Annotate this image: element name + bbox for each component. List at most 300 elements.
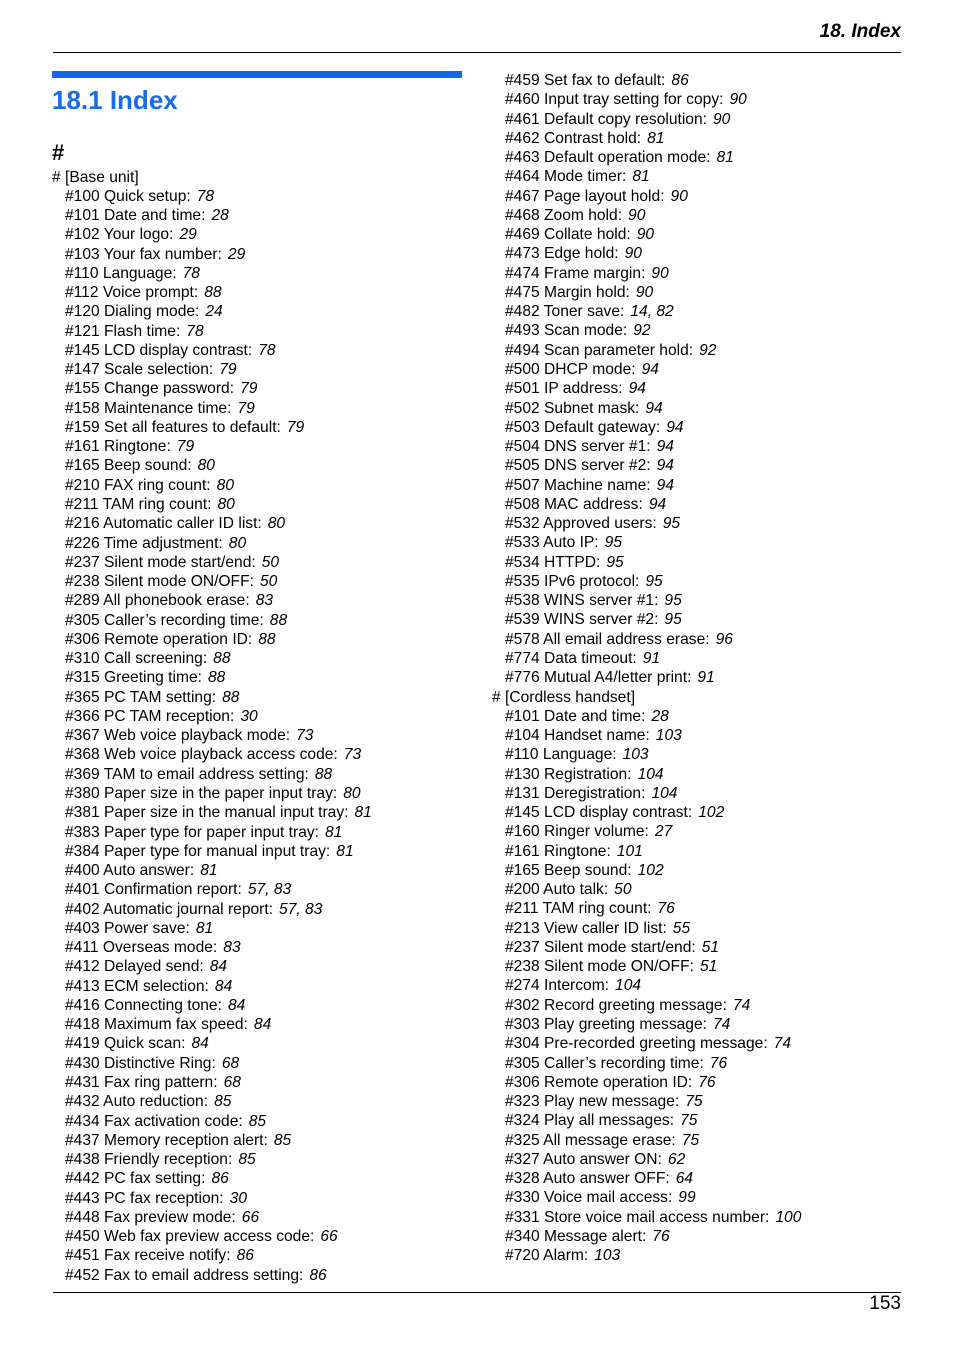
- entry-text: #161 Ringtone:: [505, 842, 611, 860]
- entry-page-ref[interactable]: 30: [240, 707, 258, 725]
- index-entry: [492, 707, 801, 726]
- entry-page-ref[interactable]: 95: [662, 515, 681, 533]
- entry-text: #380 Paper size in the paper input tray:: [65, 785, 338, 802]
- index-entry: [52, 630, 372, 649]
- entry-page-ref[interactable]: 95: [664, 592, 682, 610]
- index-entry: [492, 129, 801, 148]
- entry-page-ref[interactable]: 103: [622, 746, 649, 764]
- entry-text: #369 TAM to email address setting:: [65, 765, 309, 783]
- index-entry: [492, 456, 801, 475]
- index-entry: [492, 206, 801, 225]
- index-entry: [52, 996, 372, 1015]
- entry-page-ref[interactable]: 81: [354, 804, 372, 822]
- index-entry: [52, 341, 372, 360]
- entry-text: #443 PC fax reception:: [65, 1189, 224, 1207]
- entry-page-ref[interactable]: 83: [223, 939, 241, 957]
- index-entry: [52, 938, 372, 957]
- entry-text: #305 Caller’s recording time:: [505, 1054, 704, 1072]
- entry-text: #401 Confirmation report:: [65, 881, 242, 899]
- index-entry: [492, 591, 801, 610]
- entry-page-ref[interactable]: 94: [656, 438, 674, 456]
- entry-text: #102 Your logo:: [65, 226, 174, 244]
- entry-page-ref[interactable]: 78: [258, 341, 276, 359]
- section-accent-bar: [52, 71, 462, 78]
- entry-page-ref[interactable]: 95: [645, 572, 663, 590]
- entry-page-ref[interactable]: 50: [259, 573, 278, 591]
- entry-page-ref[interactable]: 80: [228, 534, 247, 552]
- index-entry: [492, 745, 801, 764]
- index-entry: [492, 610, 801, 629]
- entry-page-ref[interactable]: 57, 83: [279, 900, 323, 918]
- entry-text: #507 Machine name:: [505, 476, 651, 494]
- entry-page-ref[interactable]: 51: [701, 938, 720, 956]
- index-entry: [52, 360, 372, 379]
- entry-text: #216 Automatic caller ID list:: [65, 515, 262, 533]
- entry-page-ref[interactable]: 27: [654, 823, 673, 841]
- entry-page-ref[interactable]: 90: [635, 283, 654, 301]
- index-group-heading: [52, 168, 372, 187]
- index-entry: [492, 1054, 801, 1073]
- index-entry: [52, 264, 372, 283]
- index-entry: [52, 553, 372, 572]
- entry-page-ref[interactable]: 100: [775, 1208, 802, 1226]
- entry-page-ref[interactable]: 103: [655, 727, 682, 745]
- entry-text: #448 Fax preview mode:: [65, 1208, 236, 1226]
- entry-page-ref[interactable]: 102: [698, 804, 725, 822]
- entry-page-ref[interactable]: 86: [671, 72, 689, 89]
- entry-text: #412 Delayed send:: [65, 958, 204, 976]
- entry-page-ref[interactable]: 75: [681, 1131, 700, 1149]
- entry-text: #368 Web voice playback access code:: [65, 746, 338, 764]
- entry-page-ref[interactable]: 66: [241, 1208, 260, 1226]
- index-entry: [52, 611, 372, 630]
- entry-page-ref[interactable]: 92: [633, 322, 651, 340]
- index-entry: [52, 456, 372, 475]
- index-entry: [492, 1208, 801, 1227]
- entry-page-ref[interactable]: 86: [309, 1266, 327, 1284]
- entry-page-ref[interactable]: 83: [255, 592, 274, 610]
- entry-page-ref[interactable]: 80: [197, 457, 215, 475]
- entry-text: #442 PC fax setting:: [65, 1170, 206, 1188]
- entry-page-ref[interactable]: 85: [214, 1093, 232, 1111]
- index-entry: [492, 90, 801, 109]
- index-entry: [492, 148, 801, 167]
- entry-text: #461 Default copy resolution:: [505, 110, 707, 128]
- index-entry: [52, 977, 372, 996]
- entry-page-ref[interactable]: 84: [227, 996, 246, 1014]
- index-entry: [492, 71, 801, 90]
- entry-page-ref[interactable]: 76: [652, 1227, 670, 1245]
- entry-text: #130 Registration:: [505, 765, 632, 783]
- chapter-title: 18. Index: [819, 21, 901, 42]
- entry-text: #210 FAX ring count:: [65, 476, 211, 494]
- index-entry: [492, 1188, 801, 1207]
- index-entry: [492, 1169, 801, 1188]
- entry-text: #101 Date and time:: [65, 207, 206, 225]
- entry-page-ref[interactable]: 88: [269, 611, 288, 629]
- entry-text: #213 View caller ID list:: [505, 919, 667, 937]
- index-entry: [492, 861, 801, 880]
- entry-text: #238 Silent mode ON/OFF:: [505, 958, 694, 976]
- entry-text: #211 TAM ring count:: [65, 496, 212, 514]
- entry-page-ref[interactable]: 88: [222, 688, 240, 706]
- index-entry: [52, 842, 372, 861]
- entry-text: #437 Memory reception alert:: [65, 1131, 268, 1149]
- entry-page-ref[interactable]: 29: [227, 245, 246, 263]
- entry-page-ref[interactable]: 85: [248, 1112, 267, 1130]
- index-entry: [492, 880, 801, 899]
- index-entry: [52, 572, 372, 591]
- entry-page-ref[interactable]: 75: [680, 1112, 698, 1130]
- entry-text: #475 Margin hold:: [505, 283, 630, 301]
- entry-text: #147 Scale selection:: [65, 361, 214, 379]
- index-entry: [492, 1150, 801, 1169]
- entry-text: #303 Play greeting message:: [505, 1016, 707, 1034]
- index-entry: [492, 726, 801, 745]
- entry-page-ref[interactable]: 80: [343, 785, 361, 802]
- entry-page-ref[interactable]: 73: [296, 727, 314, 745]
- entry-page-ref[interactable]: 85: [238, 1151, 256, 1169]
- entry-page-ref[interactable]: 85: [273, 1131, 292, 1149]
- index-entry: [52, 1073, 372, 1092]
- entry-page-ref[interactable]: 79: [286, 418, 305, 436]
- index-entry: [492, 630, 801, 649]
- entry-page-ref[interactable]: 86: [236, 1247, 254, 1265]
- entry-page-ref[interactable]: 95: [606, 553, 624, 571]
- index-entry: [492, 360, 801, 379]
- entry-page-ref[interactable]: 84: [191, 1035, 209, 1053]
- entry-page-ref[interactable]: 99: [678, 1189, 696, 1207]
- entry-text: #331 Store voice mail access number:: [505, 1208, 770, 1226]
- entry-page-ref[interactable]: 81: [647, 129, 665, 147]
- entry-page-ref[interactable]: 91: [697, 669, 715, 687]
- entry-text: #493 Scan mode:: [505, 322, 628, 340]
- entry-text: #432 Auto reduction:: [65, 1093, 209, 1111]
- entry-text: #438 Friendly reception:: [65, 1151, 233, 1169]
- index-entry: [52, 1227, 372, 1246]
- entry-text: #774 Data timeout:: [505, 649, 637, 667]
- index-entry: [492, 341, 801, 360]
- entry-page-ref[interactable]: 76: [709, 1054, 728, 1072]
- entry-page-ref[interactable]: 95: [664, 611, 682, 629]
- entry-page-ref[interactable]: 78: [186, 322, 204, 340]
- entry-page-ref[interactable]: 78: [196, 187, 215, 205]
- entry-page-ref[interactable]: 76: [698, 1073, 716, 1091]
- entry-text: #578 All email address erase:: [505, 630, 710, 648]
- index-entry: [492, 784, 801, 803]
- index-entry: [492, 765, 801, 784]
- index-entry: [52, 302, 372, 321]
- index-entry: [52, 784, 372, 803]
- index-entry: [492, 110, 801, 129]
- index-entry: [492, 514, 801, 533]
- entry-text: #535 IPv6 protocol:: [505, 572, 640, 590]
- index-entry: [492, 167, 801, 186]
- index-entry: [52, 534, 372, 553]
- entry-text: #237 Silent mode start/end:: [65, 553, 256, 571]
- entry-page-ref[interactable]: 74: [732, 996, 751, 1014]
- entry-page-ref[interactable]: 80: [216, 476, 234, 494]
- entry-text: #274 Intercom:: [505, 977, 610, 995]
- entry-page-ref[interactable]: 94: [628, 380, 646, 398]
- index-entry: [492, 321, 801, 340]
- entry-page-ref[interactable]: 84: [214, 977, 233, 995]
- index-entry: [52, 225, 372, 244]
- index-entry: [52, 688, 372, 707]
- entry-page-ref[interactable]: 88: [213, 650, 231, 668]
- index-entry: [492, 1246, 801, 1265]
- entry-text: #306 Remote operation ID:: [505, 1073, 693, 1091]
- index-entry: [492, 996, 801, 1015]
- entry-page-ref[interactable]: 90: [670, 187, 688, 205]
- entry-text: #462 Contrast hold:: [505, 129, 642, 147]
- entry-page-ref[interactable]: 79: [176, 438, 195, 456]
- entry-page-ref[interactable]: 94: [641, 360, 659, 378]
- entry-page-ref[interactable]: 50: [614, 881, 632, 899]
- index-entry: [492, 225, 801, 244]
- entry-page-ref[interactable]: 81: [336, 842, 354, 860]
- entry-page-ref[interactable]: 81: [325, 823, 343, 841]
- entry-text: #502 Subnet mask:: [505, 399, 640, 417]
- entry-page-ref[interactable]: 90: [624, 245, 642, 263]
- entry-text: #505 DNS server #2:: [505, 457, 651, 475]
- index-entry: [492, 379, 801, 398]
- entry-page-ref[interactable]: 75: [685, 1093, 703, 1111]
- index-entry: [492, 244, 801, 263]
- index-entry: [492, 553, 801, 572]
- entry-page-ref[interactable]: 104: [651, 784, 678, 802]
- index-entry: [52, 668, 372, 687]
- index-entry: [52, 957, 372, 976]
- entry-text: #430 Distinctive Ring:: [65, 1054, 216, 1072]
- index-entry: [52, 1169, 372, 1188]
- entry-page-ref[interactable]: 51: [699, 958, 718, 976]
- index-entry: [52, 1092, 372, 1111]
- entry-page-ref[interactable]: 79: [237, 399, 255, 417]
- index-entry: [492, 938, 801, 957]
- entry-text: #467 Page layout hold:: [505, 187, 665, 205]
- index-entry: [492, 476, 801, 495]
- index-entry: [492, 803, 801, 822]
- entry-page-ref[interactable]: 94: [645, 399, 663, 417]
- entry-page-ref[interactable]: 80: [267, 515, 286, 533]
- index-entry: [492, 976, 801, 995]
- entry-page-ref[interactable]: 90: [636, 226, 655, 244]
- index-entry: [492, 1015, 801, 1034]
- index-entry: [492, 842, 801, 861]
- entry-page-ref[interactable]: 104: [615, 977, 642, 995]
- entry-page-ref[interactable]: 90: [651, 264, 669, 282]
- entry-page-ref[interactable]: 104: [637, 765, 664, 783]
- entry-text: #413 ECM selection:: [65, 977, 209, 995]
- entry-text: #473 Edge hold:: [505, 245, 619, 263]
- entry-text: #383 Paper type for paper input tray:: [65, 823, 319, 841]
- index-entry: [492, 919, 801, 938]
- entry-page-ref[interactable]: 94: [648, 495, 667, 513]
- entry-text: #494 Scan parameter hold:: [505, 341, 694, 359]
- index-entry: [52, 765, 372, 784]
- entry-text: #416 Connecting tone:: [65, 996, 222, 1014]
- entry-text: #533 Auto IP:: [505, 534, 599, 552]
- entry-page-ref[interactable]: 66: [320, 1228, 338, 1246]
- entry-page-ref[interactable]: 94: [656, 476, 674, 494]
- entry-page-ref[interactable]: 88: [207, 669, 226, 687]
- entry-page-ref[interactable]: 57, 83: [247, 881, 292, 899]
- entry-text: #468 Zoom hold:: [505, 206, 623, 224]
- entry-text: #120 Dialing mode:: [65, 303, 200, 321]
- entry-page-ref[interactable]: 68: [223, 1073, 241, 1091]
- entry-page-ref[interactable]: 84: [209, 958, 228, 976]
- entry-page-ref[interactable]: 94: [656, 457, 674, 475]
- entry-text: #452 Fax to email address setting:: [65, 1266, 304, 1284]
- index-entry: [492, 822, 801, 841]
- entry-page-ref[interactable]: 76: [657, 900, 675, 918]
- index-entry: [52, 861, 372, 880]
- index-entry: [492, 495, 801, 514]
- entry-text: #104 Handset name:: [505, 727, 650, 745]
- entry-page-ref[interactable]: 81: [200, 862, 218, 880]
- entry-page-ref[interactable]: 91: [642, 649, 661, 667]
- entry-text: #720 Alarm:: [505, 1247, 589, 1265]
- entry-text: #464 Mode timer:: [505, 168, 627, 186]
- index-entry: [52, 495, 372, 514]
- entry-page-ref[interactable]: 84: [253, 1016, 272, 1034]
- entry-page-ref[interactable]: 90: [628, 206, 646, 224]
- entry-text: #160 Ringer volume:: [505, 823, 649, 841]
- entry-page-ref[interactable]: 79: [219, 361, 237, 379]
- entry-page-ref[interactable]: 90: [729, 91, 747, 109]
- entry-text: #534 HTTPD:: [505, 553, 601, 571]
- index-entry: [52, 514, 372, 533]
- entry-page-ref[interactable]: 78: [182, 264, 200, 282]
- entry-text: #306 Remote operation ID:: [65, 630, 253, 648]
- entry-text: #238 Silent mode ON/OFF:: [65, 573, 254, 591]
- entry-page-ref[interactable]: 50: [261, 553, 280, 571]
- entry-text: #110 Language:: [505, 746, 617, 764]
- entry-text: #110 Language:: [65, 264, 177, 282]
- entry-page-ref[interactable]: 74: [712, 1016, 731, 1034]
- entry-text: #165 Beep sound:: [505, 861, 632, 879]
- entry-text: #474 Frame margin:: [505, 264, 646, 282]
- index-entry: [52, 1112, 372, 1131]
- entry-page-ref[interactable]: 64: [675, 1170, 694, 1188]
- index-entry: [52, 900, 372, 919]
- index-entry: [52, 707, 372, 726]
- entry-text: #310 Call screening:: [65, 650, 208, 668]
- entry-page-ref[interactable]: 88: [314, 765, 333, 783]
- index-entry: [52, 1189, 372, 1208]
- entry-text: #131 Deregistration:: [505, 784, 646, 802]
- index-entry: [52, 379, 372, 398]
- entry-text: #508 MAC address:: [505, 495, 643, 513]
- entry-text: #161 Ringtone:: [65, 438, 171, 456]
- entry-page-ref[interactable]: 95: [604, 534, 622, 552]
- entry-text: #450 Web fax preview access code:: [65, 1228, 315, 1246]
- entry-page-ref[interactable]: 86: [211, 1170, 229, 1188]
- entry-text: #327 Auto answer ON:: [505, 1150, 662, 1168]
- index-entry: [52, 1208, 372, 1227]
- entry-text: #330 Voice mail access:: [505, 1189, 673, 1207]
- entry-text: #155 Change password:: [65, 380, 235, 398]
- entry-text: #501 IP address:: [505, 380, 623, 398]
- header-rule: [53, 52, 901, 53]
- index-entry: [52, 823, 372, 842]
- section-title: 18.1 Index: [52, 85, 178, 115]
- entry-page-ref[interactable]: 55: [672, 919, 691, 937]
- index-entry: [52, 1034, 372, 1053]
- index-entry: [492, 899, 801, 918]
- entry-page-ref[interactable]: 96: [715, 630, 733, 648]
- index-column-right: [492, 71, 801, 1265]
- index-entry: [492, 957, 801, 976]
- entry-text: #365 PC TAM setting:: [65, 688, 217, 706]
- entry-text: #504 DNS server #1:: [505, 438, 651, 456]
- entry-text: #384 Paper type for manual input tray:: [65, 842, 331, 860]
- entry-page-ref[interactable]: 90: [712, 110, 731, 128]
- entry-text: #402 Automatic journal report:: [65, 900, 274, 918]
- index-entry: [52, 803, 372, 822]
- entry-text: #400 Auto answer:: [65, 862, 195, 880]
- entry-page-ref[interactable]: 73: [343, 746, 362, 764]
- entry-page-ref[interactable]: 62: [667, 1150, 686, 1168]
- entry-page-ref[interactable]: 92: [699, 341, 717, 359]
- index-entry: [492, 649, 801, 668]
- entry-page-ref[interactable]: 29: [179, 226, 197, 244]
- entry-text: #325 All message erase:: [505, 1131, 676, 1149]
- entry-page-ref[interactable]: 80: [217, 496, 235, 514]
- entry-page-ref[interactable]: 28: [211, 207, 229, 225]
- entry-text: # [Cordless handset]: [492, 688, 636, 706]
- entry-page-ref[interactable]: 88: [258, 630, 276, 648]
- entry-text: #302 Record greeting message:: [505, 996, 727, 1014]
- entry-page-ref[interactable]: 94: [666, 418, 684, 436]
- entry-text: #482 Toner save:: [505, 303, 625, 321]
- entry-page-ref[interactable]: 74: [773, 1035, 792, 1053]
- entry-text: #538 WINS server #1:: [505, 592, 659, 610]
- index-entry: [492, 283, 801, 302]
- entry-page-ref[interactable]: 81: [716, 149, 734, 167]
- index-entry: [52, 187, 372, 206]
- entry-page-ref[interactable]: 24: [205, 303, 223, 321]
- entry-page-ref[interactable]: 28: [651, 707, 669, 725]
- index-entry: [492, 1131, 801, 1150]
- index-entry: [52, 1150, 372, 1169]
- entry-page-ref[interactable]: 14, 82: [630, 303, 674, 321]
- entry-page-ref[interactable]: 30: [229, 1189, 247, 1207]
- index-entry: [492, 418, 801, 437]
- index-entry: [52, 745, 372, 764]
- entry-page-ref[interactable]: 81: [195, 919, 214, 937]
- entry-text: #200 Auto talk:: [505, 881, 609, 899]
- index-entry: [492, 399, 801, 418]
- entry-text: #165 Beep sound:: [65, 457, 192, 475]
- index-entry: [52, 206, 372, 225]
- index-entry: [52, 591, 372, 610]
- entry-page-ref[interactable]: 68: [221, 1054, 240, 1072]
- entry-page-ref[interactable]: 102: [637, 861, 664, 879]
- entry-page-ref[interactable]: 101: [616, 842, 643, 860]
- entry-text: #532 Approved users:: [505, 515, 657, 533]
- index-entry: [492, 1111, 801, 1130]
- index-entry: [52, 283, 372, 302]
- entry-page-ref[interactable]: 88: [204, 284, 222, 302]
- entry-page-ref[interactable]: 81: [632, 168, 650, 186]
- entry-text: #289 All phonebook erase:: [65, 592, 250, 610]
- index-letter-heading: #: [52, 140, 65, 165]
- entry-text: #776 Mutual A4/letter print:: [505, 669, 692, 687]
- entry-page-ref[interactable]: 103: [594, 1247, 621, 1265]
- entry-page-ref[interactable]: 79: [240, 380, 258, 398]
